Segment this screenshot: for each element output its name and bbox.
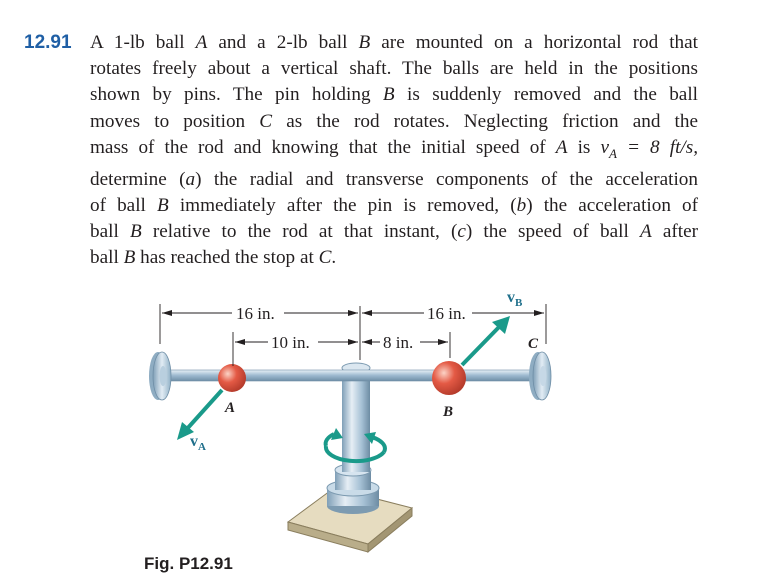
problem-text: shown by pins. The pin holding xyxy=(90,84,383,106)
problem-text: ) the radial and transverse components of the acceleration xyxy=(195,168,698,190)
problem-text: ball xyxy=(90,221,130,243)
problem-variable: = 8 ft/s, xyxy=(616,136,698,158)
problem-variable: B xyxy=(123,247,136,269)
velocity-arrow-a-icon xyxy=(177,390,222,440)
dim-10: 10 in. xyxy=(271,333,310,352)
problem-variable: a xyxy=(185,168,196,190)
problem-variable: A xyxy=(639,221,652,243)
problem-text: ball xyxy=(90,247,124,269)
problem-variable: A xyxy=(195,32,208,53)
problem-variable: B xyxy=(156,195,169,217)
problem-variable: B xyxy=(358,32,371,53)
dim-8: 8 in. xyxy=(383,333,414,352)
label-b: B xyxy=(443,404,454,420)
problem-text: rotates freely about a vertical shaft. The balls are held in the positions xyxy=(90,58,698,80)
problem-variable: B xyxy=(382,84,395,106)
problem-variable: C xyxy=(259,110,273,132)
label-a: A xyxy=(225,400,236,416)
end-disk-left xyxy=(149,352,171,400)
velocity-arrow-b-icon xyxy=(462,316,510,365)
problem-variable: v xyxy=(600,136,609,158)
horizontal-rod xyxy=(160,370,536,381)
problem-text: are mounted on a horizontal rod that xyxy=(370,32,698,53)
problem-number: 12.91 xyxy=(24,32,72,53)
problem-variable: c xyxy=(457,221,466,243)
problem-text: relative to the rod at that instant, ( xyxy=(141,221,458,243)
problem-text: immediately after the pin is removed, ( xyxy=(168,195,517,217)
problem-text: is suddenly removed and the ball xyxy=(394,84,698,106)
problem-text: ) the acceleration of xyxy=(526,195,699,217)
problem-variable: C xyxy=(318,247,332,269)
label-c: C xyxy=(528,336,539,352)
ball-b xyxy=(432,361,466,395)
problem-variable: b xyxy=(516,195,527,217)
figure-caption: Fig. P12.91 xyxy=(144,554,233,573)
ball-a xyxy=(218,364,246,392)
problem-text: and a 2-lb ball xyxy=(207,32,359,53)
problem-text: A 1-lb ball xyxy=(90,32,196,53)
problem-text: determine ( xyxy=(90,168,186,190)
end-disk-right-stop-c xyxy=(529,352,551,400)
problem-text: is xyxy=(567,136,601,158)
dim-16-left: 16 in. xyxy=(236,304,275,323)
problem-text: A xyxy=(609,145,617,161)
problem-variable: B xyxy=(129,221,142,243)
problem-text: moves to position xyxy=(90,110,260,132)
problem-text: of ball xyxy=(90,195,157,217)
problem-text: ) the speed of ball xyxy=(465,221,640,243)
label-vb: $v_B$ xyxy=(507,289,523,309)
problem-text: after xyxy=(651,221,698,243)
problem-text: mass of the rod and knowing that the initial speed of xyxy=(90,136,556,158)
label-va: $v_A$ xyxy=(190,433,206,453)
dim-16-right: 16 in. xyxy=(427,304,466,323)
problem-variable: A xyxy=(555,136,568,158)
problem-text: . xyxy=(331,247,337,269)
problem-text: has reached the stop at xyxy=(135,247,319,269)
problem-text: as the rod rotates. Neglecting friction and the xyxy=(272,110,699,132)
